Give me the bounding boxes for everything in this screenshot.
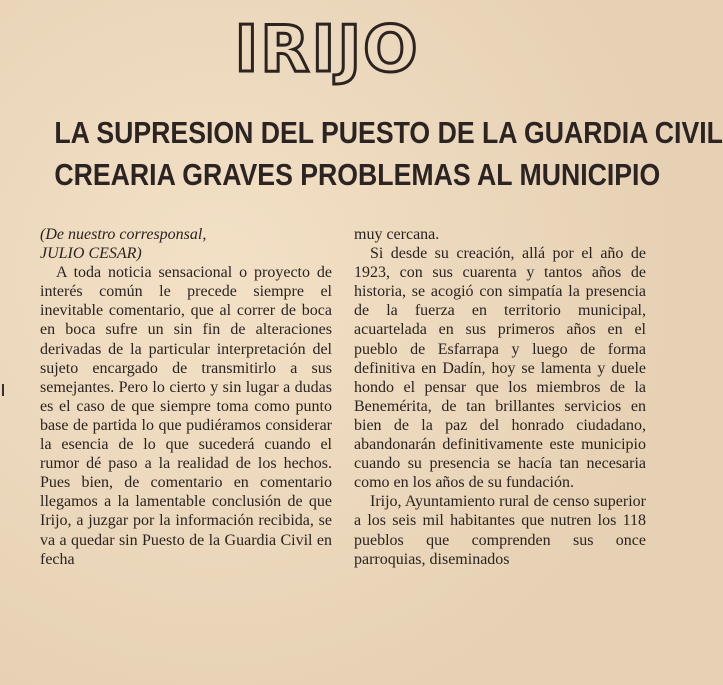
byline-line-1: (De nuestro corresponsal, xyxy=(40,226,207,243)
headline-line-2: CREARIA GRAVES PROBLEMAS AL MUNICIPIO xyxy=(54,157,661,192)
paragraph-1: A toda noticia sensacional o proyecto de interés común le precede siempre el inevitable comentario, que al correr de boca en boca sufre un sin fin de alteraciones derivadas de la particular interpretación del sujeto encargado de transmitirlo a sus semejantes. Pero lo cierto y sin lugar a dudas es el caso de que siempre toma como punto base de partida lo que pudiéramos considerar la esencia de lo que sucederá cuando el rumor dé paso a la realidad de los hechos. Pues bien, de comentario en comentario llegamos a la lamentable conclusión de que Irijo, a juzgar por la información recibida, se va a quedar sin Puesto de la Guardia Civil en fecha xyxy=(40,264,332,568)
article-body xyxy=(40,225,646,685)
column-left xyxy=(40,225,332,685)
byline xyxy=(40,225,332,263)
masthead xyxy=(0,10,654,90)
headline xyxy=(54,112,723,196)
byline-line-2: JULIO CESAR) xyxy=(40,245,142,263)
headline-line-1: LA SUPRESION DEL PUESTO DE LA GUARDIA CIVIL xyxy=(54,115,723,150)
paragraph-continuation: muy cercana. xyxy=(354,226,440,243)
masthead-title: IRIJO xyxy=(234,13,420,87)
paragraph-2: Si desde su creación, allá por el año de 1923, con sus cuarenta y tantos años de historia, se acogió con simpatía la presencia de la fuerza en territorio municipal, acuartelada en sus primeros años en el pueblo de Esfarrapa y luego de forma definitiva en Dadín, hoy se lamenta y duele hondo el pensar que los miembros de la Benemérita, de tan brillantes servicios en bien de la paz del honrado ciudadano, abandonarán definitivamente este municipio cuando su presencia se hacía tan necesaria como en los años de su fundación. xyxy=(354,245,646,492)
column-right xyxy=(354,225,646,685)
paragraph-3: Irijo, Ayuntamiento rural de censo superior a los seis mil habitantes que nutren los 118 pueblos que comprenden sus once parroquias, diseminados xyxy=(354,493,646,568)
margin-mark xyxy=(2,384,14,396)
